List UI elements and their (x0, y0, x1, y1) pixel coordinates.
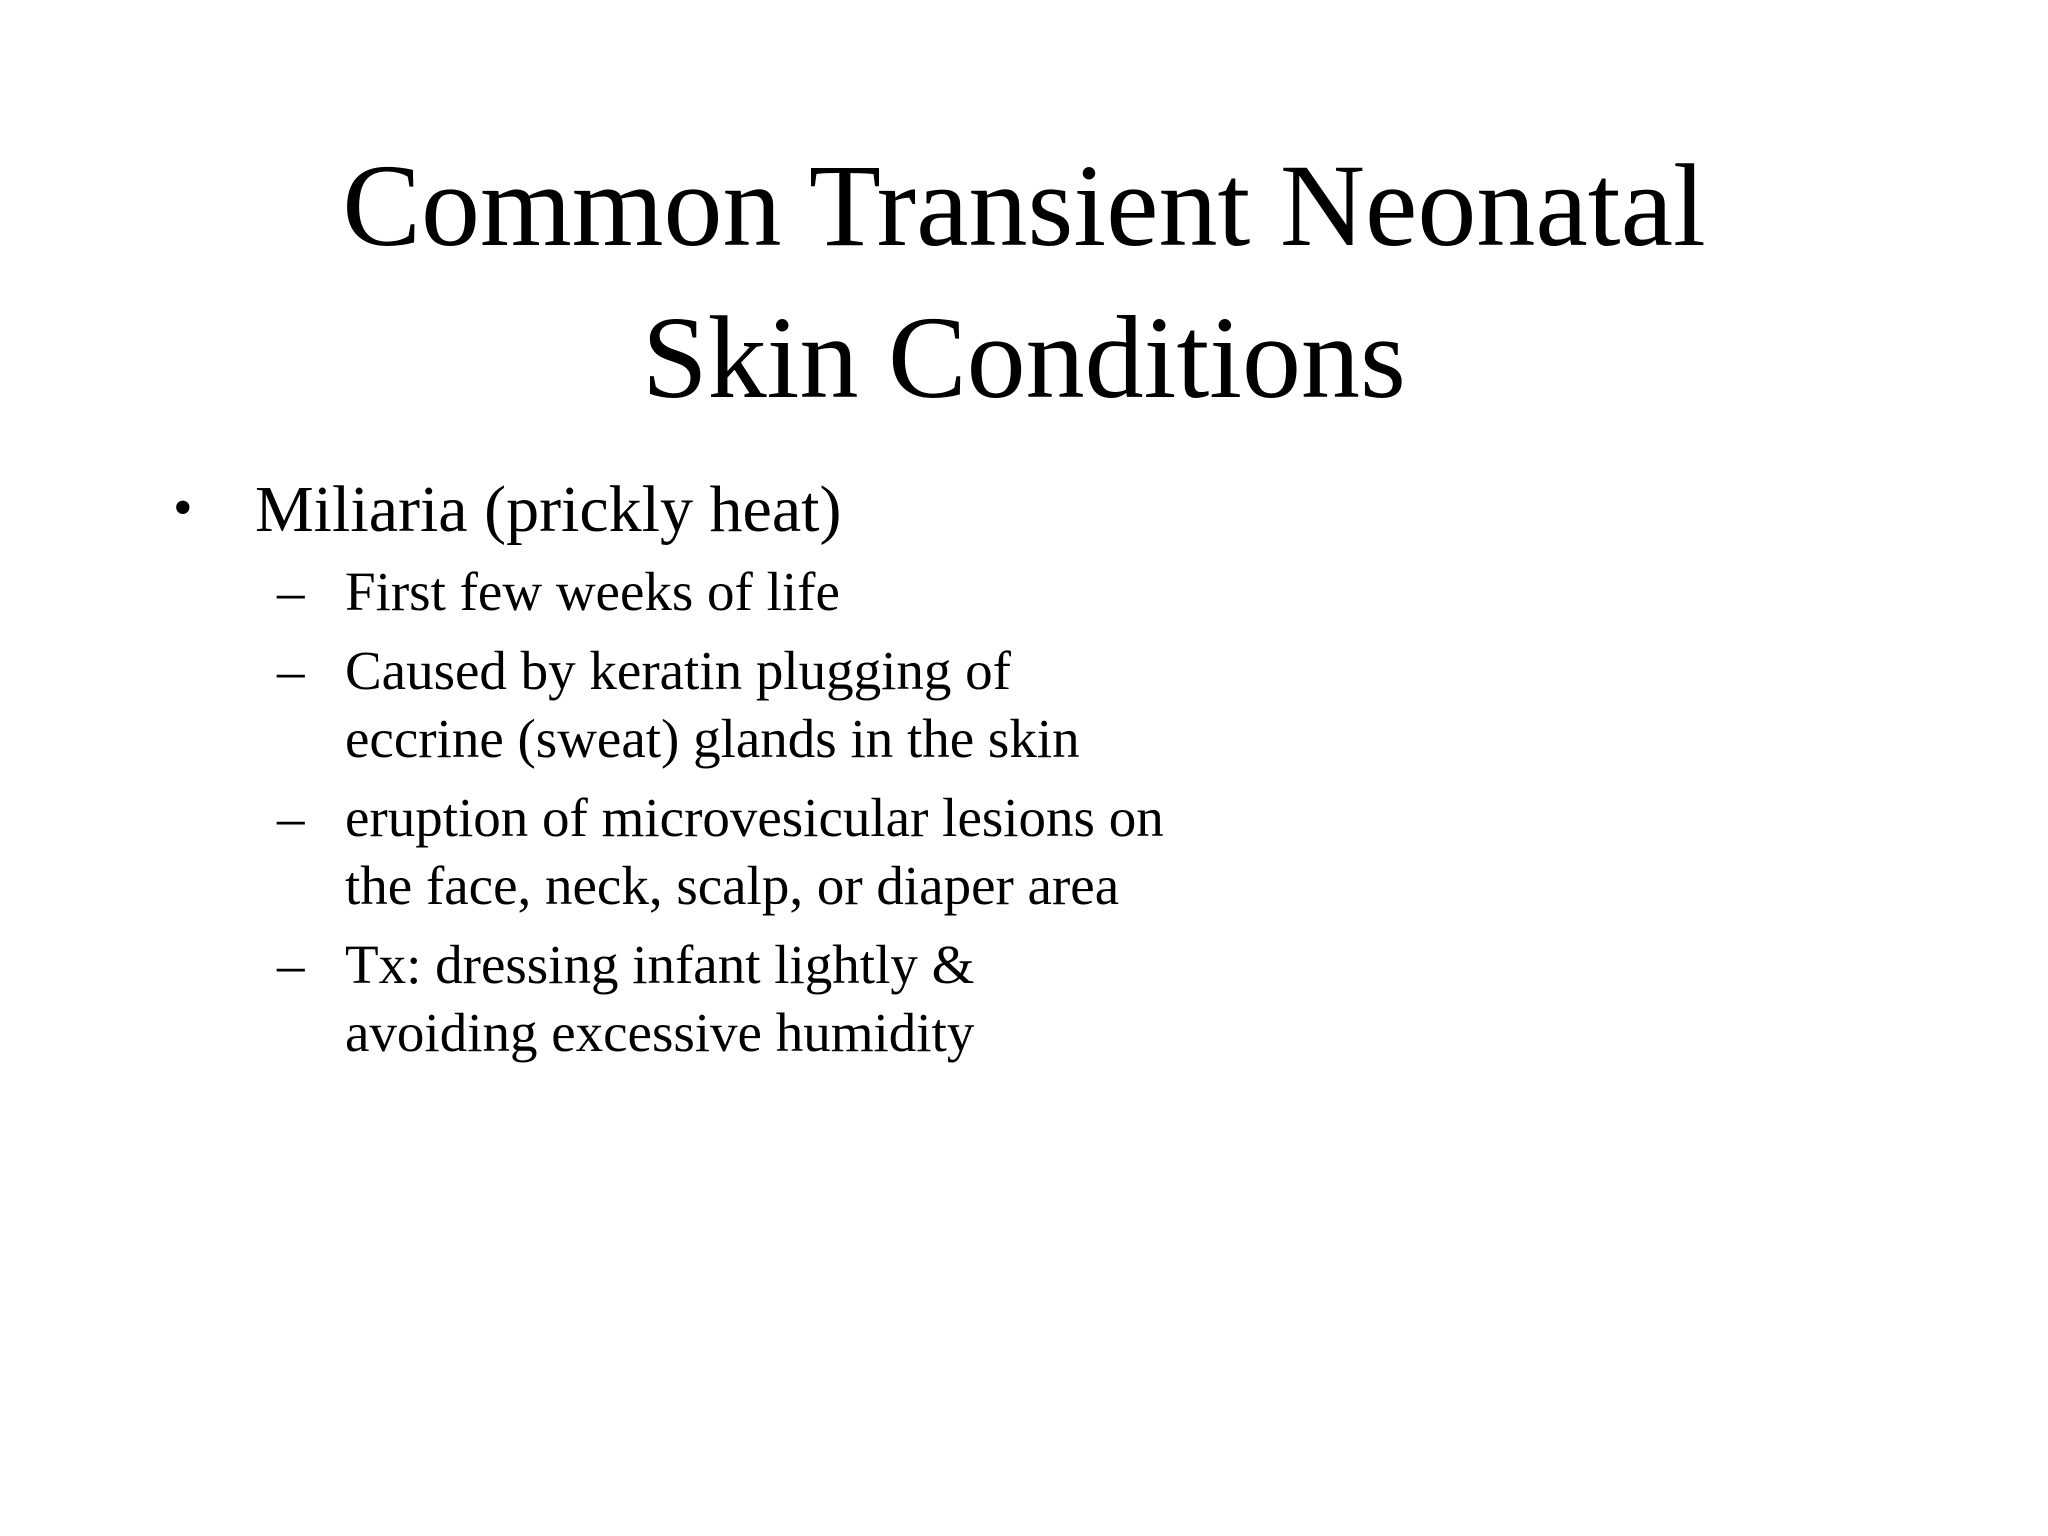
dash-icon: – (277, 561, 305, 622)
sub-bullet-item (170, 558, 1165, 626)
sub-bullet-item (170, 784, 1165, 920)
main-bullet-text: Miliaria (prickly heat) (255, 473, 842, 546)
bullet-icon: • (173, 477, 193, 539)
sub-bullet-item (170, 931, 1165, 1067)
main-bullet (170, 470, 1070, 550)
title-line-2: Skin Conditions (642, 292, 1406, 423)
title-line-1: Common Transient Neonatal (342, 140, 1706, 271)
sub-bullet-text: Caused by keratin plugging of eccrine (sweat) glands in the skin (345, 640, 1080, 769)
sub-bullet-text: First few weeks of life (345, 561, 840, 622)
dash-icon: – (277, 787, 305, 848)
sub-bullet-text: eruption of microvesicular lesions on the face, neck, scalp, or diaper area (345, 787, 1164, 916)
sub-bullet-item (170, 637, 1165, 773)
sub-bullet-text: Tx: dressing infant lightly & avoiding excessive humidity (345, 934, 975, 1063)
slide-title (0, 130, 2048, 434)
dash-icon: – (277, 640, 305, 701)
dash-icon: – (277, 934, 305, 995)
sub-bullet-list (170, 558, 1164, 1067)
slide-content (170, 470, 1164, 1078)
